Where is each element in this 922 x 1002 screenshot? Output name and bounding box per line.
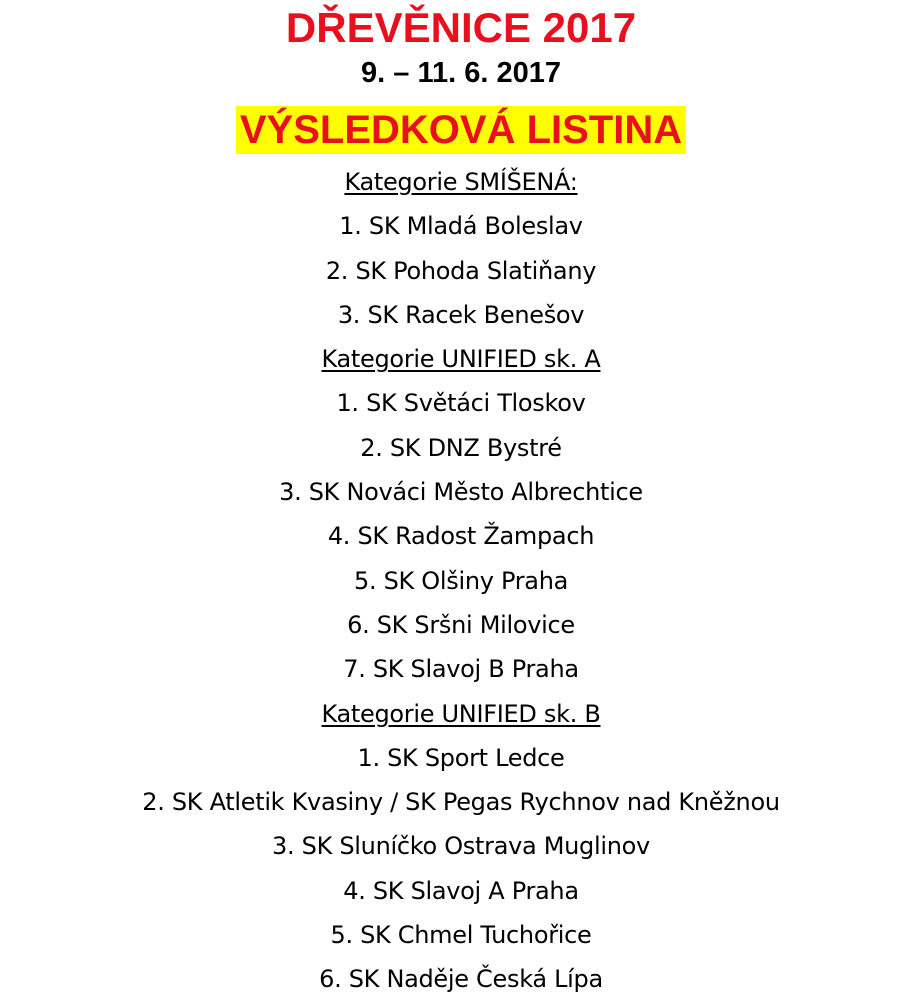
result-item: 3. SK Nováci Město Albrechtice <box>279 478 643 507</box>
category-heading <box>0 337 922 381</box>
result-item: 2. SK Pohoda Slatiňany <box>325 256 597 285</box>
category-heading-label: Kategorie UNIFIED sk. B <box>321 699 601 728</box>
result-item: 2. SK Atletik Kvasiny / SK Pegas Rychnov nad Kněžnou <box>142 788 780 817</box>
result-item: 7. SK Slavoj B Praha <box>343 655 579 684</box>
results-heading: VÝSLEDKOVÁ LISTINA <box>236 106 686 154</box>
category-heading <box>0 692 922 736</box>
result-item: 5. SK Olšiny Praha <box>353 566 569 595</box>
category-heading-label: Kategorie SMÍŠENÁ: <box>344 168 578 196</box>
result-item: 5. SK Chmel Tuchořice <box>330 921 592 950</box>
results-list <box>0 160 922 1002</box>
result-item: 1. SK Mladá Boleslav <box>339 212 583 241</box>
category-heading-label: Kategorie UNIFIED sk. A <box>321 345 601 374</box>
result-item: 1. SK Světáci Tloskov <box>336 389 586 418</box>
category-heading <box>0 160 922 204</box>
result-item: 6. SK Naděje Česká Lípa <box>319 965 603 994</box>
result-item: 2. SK DNZ Bystré <box>360 433 562 462</box>
result-item: 6. SK Sršni Milovice <box>347 610 575 639</box>
result-item: 4. SK Slavoj A Praha <box>343 876 579 905</box>
result-item: 3. SK Sluníčko Ostrava Muglinov <box>272 832 650 861</box>
event-title: DŘEVĚNICE 2017 <box>285 4 637 51</box>
event-dates: 9. – 11. 6. 2017 <box>361 57 561 89</box>
result-item: 3. SK Racek Benešov <box>337 300 585 329</box>
result-item: 4. SK Radost Žampach <box>327 522 595 551</box>
result-item: 1. SK Sport Ledce <box>357 743 565 772</box>
results-heading-wrap <box>0 106 922 154</box>
